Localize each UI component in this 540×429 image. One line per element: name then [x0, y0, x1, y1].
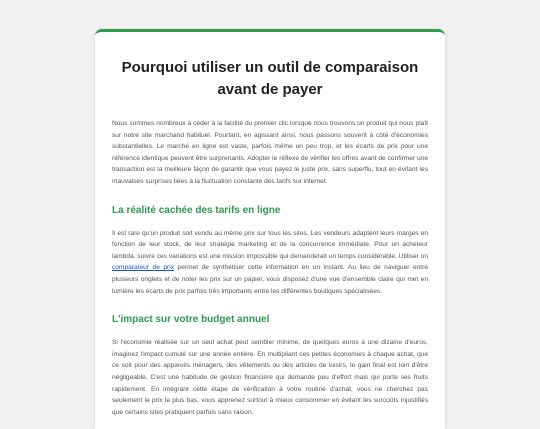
- paragraph-text-after-link: permet de synthétiser cette information en un instant. Au lieu de naviguer entre plusieurs onglets et de noter les prix sur un papier, vous disposez d'une vue d'ensemble claire qui met en lumière les écarts de prix parfois très importants entre les différentes boutiques spécialisées.: [112, 264, 428, 295]
- paragraph-text-before-link: Il est rare qu'un produit soit vendu au même prix sur tous les sites. Les vendeurs adaptent leurs marges en fonction de leur stock, de leur stratégie marketing et de la concurrence immédiate. Pour un acheteur lambda, suivre ces variations est une mission impossible qui demanderait un temps considérable. Utiliser un: [112, 229, 428, 260]
- section-paragraph-hidden-prices: [112, 228, 428, 298]
- article-card: [95, 29, 445, 429]
- intro-paragraph: Nous sommes nombreux à céder à la facilité du premier clic lorsque nous trouvons un produit qui nous plaît sur notre site marchand habituel. Pourtant, en agissant ainsi, nous passons souvent à côté d'économies substantielles. Le marché en ligne est vaste, parfois même un peu trop, et les écarts de prix pour une référence identique peuvent être surprenants. Adopter le réflexe de vérifier les offres avant de confirmer une transaction est la meilleure façon de garantir que vous payez le juste prix, sans superflu, tout en évitant les mauvaises surprises liées à la fluctuation constante des tarifs sur internet.: [112, 120, 428, 185]
- section-heading-budget-impact: L'impact sur votre budget annuel: [112, 314, 270, 326]
- article-title: Pourquoi utiliser un outil de comparaison avant de payer: [121, 59, 419, 98]
- section-heading-hidden-prices: La réalité cachée des tarifs en ligne: [112, 204, 281, 216]
- price-comparator-link[interactable]: comparateur de prix: [112, 264, 175, 272]
- section-paragraph-budget-impact: Si l'économie réalisée sur un seul achat peut sembler minime, de quelques euros à une dizaine d'euros, imaginez l'impact cumulé sur une année entière. En multipliant ces petites économies à chaque achat, que ce soit pour des appareils ménagers, des vêtements ou des articles de loisirs, le gain final est loin d'être négligeable. C'est une habitude de gestion financière qui demande peu d'effort mais qui porte ses fruits rapidement. En intégrant cette étape de vérification à votre routine d'achat, vous ne cherchez pas seulement le prix le plus bas, vous apprenez surtout à mieux consommer en évitant les surcoûts injustifiés que certains sites pratiquent parfois sans raison.: [112, 339, 428, 416]
